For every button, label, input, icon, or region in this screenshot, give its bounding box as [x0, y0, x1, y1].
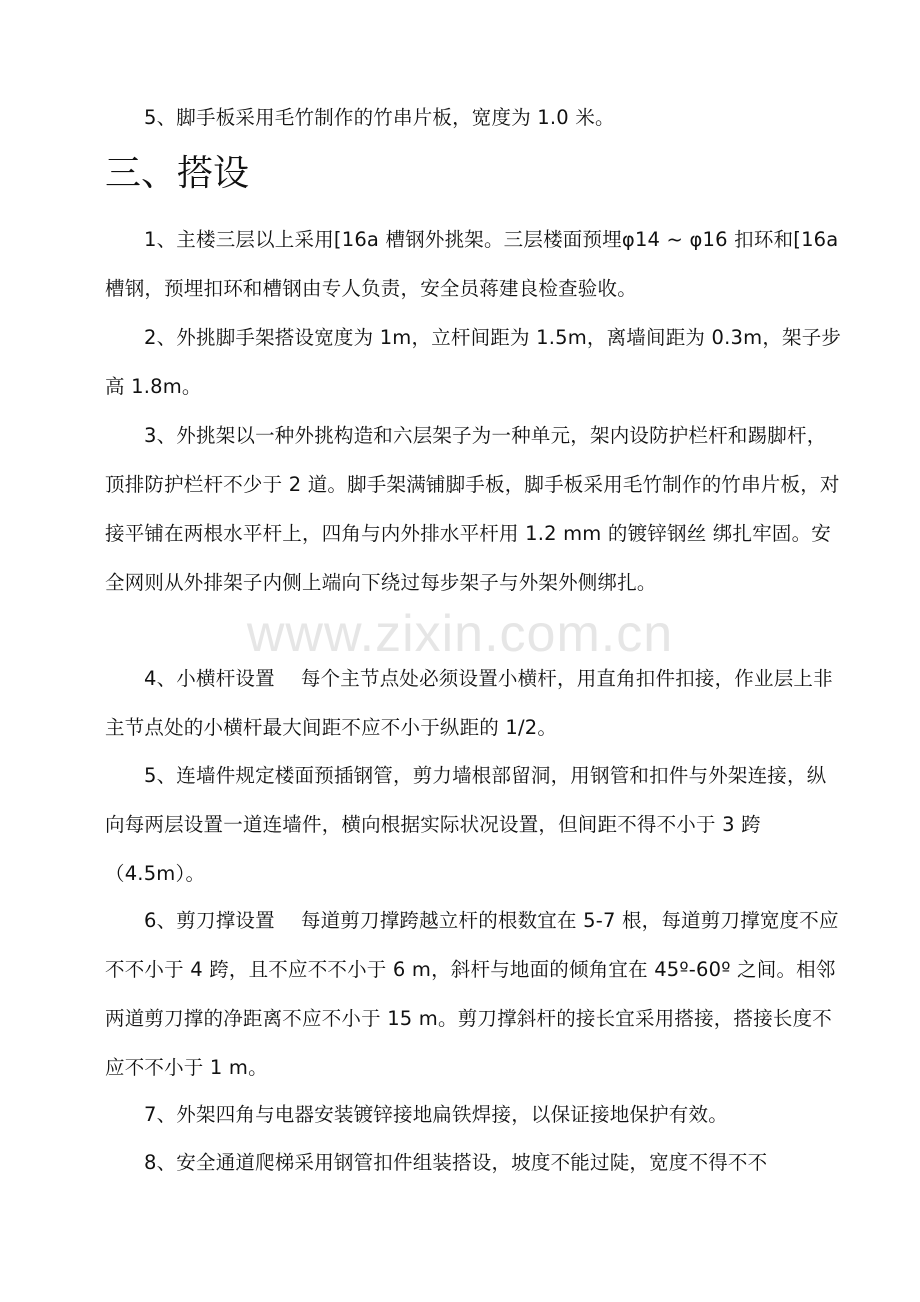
paragraph-1: 1、主楼三层以上采用[16a 槽钢外挑架。三层楼面预埋φ14 ~ φ16 扣环和[16a 槽钢，预埋扣环和槽钢由专人负责，安全员蒋建良检查验收。: [105, 228, 839, 300]
paragraph-5: 5、连墙件规定楼面预插钢管，剪力墙根部留洞，用钢管和扣件与外架连接，纵向每两层设置一道连墙件，横向根据实际状况设置，但间距不得不小于 3 跨（4.5m）。: [105, 764, 827, 885]
paragraph-2: 2、外挑脚手架搭设宽度为 1m，立杆间距为 1.5m，离墙间距为 0.3m，架子步高 1.8m。: [105, 326, 842, 398]
paragraph-4: 4、小横杆设置 每个主节点处必须设置小横杆，用直角扣件扣接，作业层上非主节点处的小横杆最大间距不应不小于纵距的 1/2。: [105, 667, 833, 739]
watermark: www.zixin.com.cn: [246, 605, 674, 663]
paragraph-5-top: 5、脚手板采用毛竹制作的竹串片板，宽度为 1.0 米。: [144, 106, 615, 129]
paragraph-3: 3、外挑架以一种外挑构造和六层架子为一种单元，架内设防护栏杆和踢脚杆，顶排防护栏杆不少于 2 道。脚手架满铺脚手板，脚手板采用毛竹制作的竹串片板，对接平铺在两根水平杆上，四角与内外排水平杆用 1.2 mm 的镀锌钢丝 绑扎牢固。安全网则从外排架子内侧上端向下绕过每步架子与外架外侧绑扎。: [105, 424, 840, 594]
paragraph-8: 8、安全通道爬梯采用钢管扣件组装搭设，坡度不能过陡，宽度不得不不: [144, 1151, 768, 1174]
paragraph-7: 7、外架四角与电器安装镀锌接地扁铁焊接，以保证接地保护有效。: [144, 1103, 728, 1126]
section-heading: 三、搭设: [105, 153, 250, 194]
paragraph-6: 6、剪刀撑设置 每道剪刀撑跨越立杆的根数宜在 5-7 根，每道剪刀撑宽度不应不不小于 4 跨，且不应不不小于 6 m，斜杆与地面的倾角宜在 45º-60º 之间。相邻两道剪刀撑的净距离不应不小于 15 m。剪刀撑斜杆的接长宜采用搭接，搭接长度不应不不小于 1 m。: [105, 909, 839, 1079]
